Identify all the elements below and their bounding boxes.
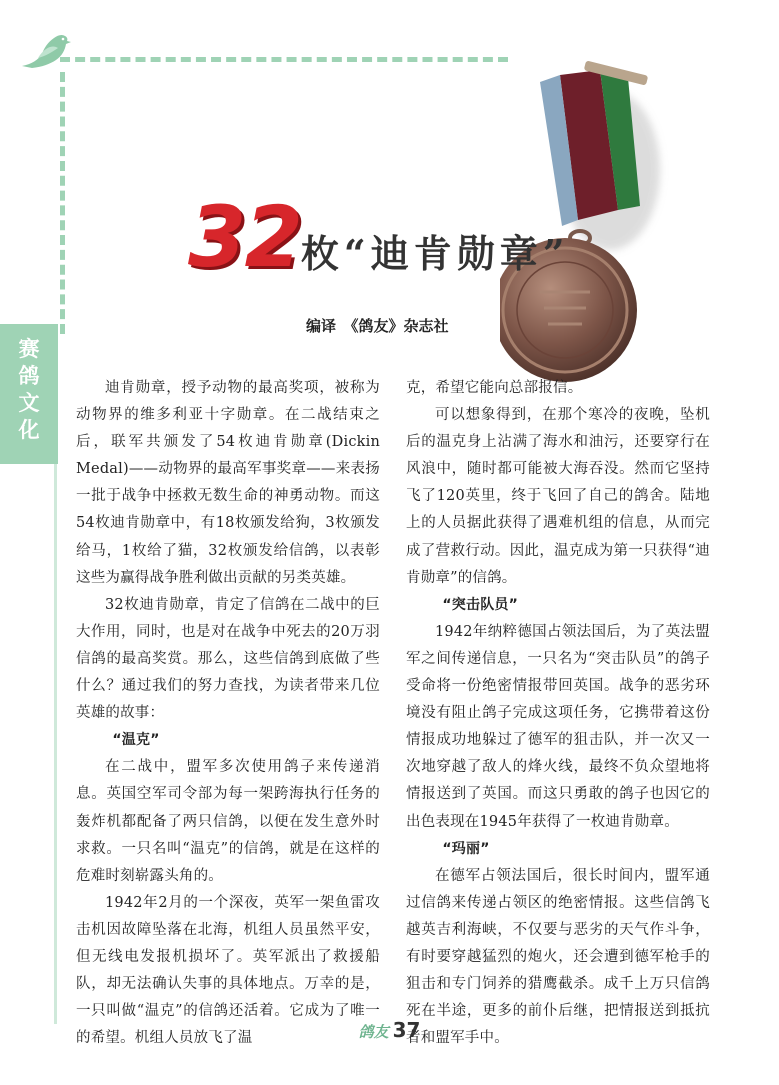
section-tab-label: 赛 鸽 文 化 <box>18 337 40 442</box>
paragraph: 1942年2月的一个深夜，英军一架鱼雷攻击机因故障坠落在北海，机组人员虽然平安，但无线电发报机损坏了。英军派出了救援船队，却无法确认失事的具体地点。万幸的是，一只叫做“温克”的信鸽还活着。它成为了唯一的希望。机组人员放飞了温 <box>76 894 380 1047</box>
section-tab <box>0 324 58 464</box>
pigeon-icon <box>18 26 78 76</box>
right-column <box>406 375 710 1052</box>
paragraph: 克，希望它能向总部报信。 <box>406 380 583 396</box>
section-heading: “玛丽” <box>442 840 490 857</box>
paragraph: 1942年纳粹德国占领法国后，为了英法盟军之间传递信息，一只名为“突击队员”的鸽子受命将一份绝密情报带回英国。战争的恶劣环境没有阻止鸽子完成这项任务，它携带着这份情报成功地躲过了德军的狙击队，并一次又一次地穿越了敌人的烽火线，最终不负众望地将情报送到了英国。而这只勇敢的鸽子也因它的出色表现在1945年获得了一枚迪肯勋章。 <box>406 623 710 830</box>
paragraph: 在二战中，盟军多次使用鸽子来传递消息。英国空军司令部为每一架跨海执行任务的轰炸机都配备了两只信鸽，以便在发生意外时求救。一只名叫“温克”的信鸽，就是在这样的危难时刻崭露头角的。 <box>76 759 380 884</box>
side-dashed-line <box>60 72 65 334</box>
side-divider <box>54 464 57 1024</box>
paragraph: 可以想象得到，在那个寒冷的夜晚，坠机后的温克身上沾满了海水和油污，还要穿行在风浪中，随时都可能被大海吞没。然而它坚持飞了120英里，终于飞回了自己的鸽舍。陆地上的人员据此获得了遇难机组的信息，从而完成了营救行动。因此，温克成为第一只获得“迪肯勋章”的信鸽。 <box>406 407 710 586</box>
section-heading: “温克” <box>112 732 160 749</box>
footer-magazine-name: 鸽友 <box>358 1023 389 1041</box>
article-title <box>188 188 570 286</box>
title-number: 32 <box>188 188 301 286</box>
paragraph: 32枚迪肯勋章，肯定了信鸽在二战中的巨大作用，同时，也是对在战争中死去的20万羽信鸽的最高奖赏。那么，这些信鸽到底做了些什么？通过我们的努力查找，为读者带来几位英雄的故事： <box>76 596 380 722</box>
left-column <box>76 375 380 1052</box>
section-heading: “突击队员” <box>442 596 518 613</box>
header-dashed-line <box>60 57 508 62</box>
paragraph: 在德军占领法国后，很长时间内，盟军通过信鸽来传递占领区的绝密情报。这些信鸽飞越英吉利海峡，不仅要与恶劣的天气作斗争，有时要穿越猛烈的炮火，还会遭到德军枪手的狙击和专门饲养的猎鹰截杀。成千上万只信鸽死在半途，更多的前仆后继，把情报送到抵抗者和盟军手中。 <box>406 867 710 1047</box>
page-number: 37 <box>392 1018 421 1042</box>
page-footer <box>0 1018 779 1042</box>
paragraph: 迪肯勋章，授予动物的最高奖项，被称为动物界的维多利亚十字勋章。在二战结束之后，联军共颁发了54枚迪肯勋章(Dickin Medal)——动物界的最高军事奖章——来表扬一批于战争中拯救无数生命的神勇动物。而这54枚迪肯勋章中，有18枚颁发给狗，3枚颁发给马，1枚给了猫，32枚颁发给信鸽，以表彰这些为赢得战争胜利做出贡献的另类英雄。 <box>76 380 380 586</box>
title-text: 枚“迪肯勋章” <box>300 231 570 276</box>
byline: 编译 《鸽友》杂志社 <box>306 317 449 335</box>
